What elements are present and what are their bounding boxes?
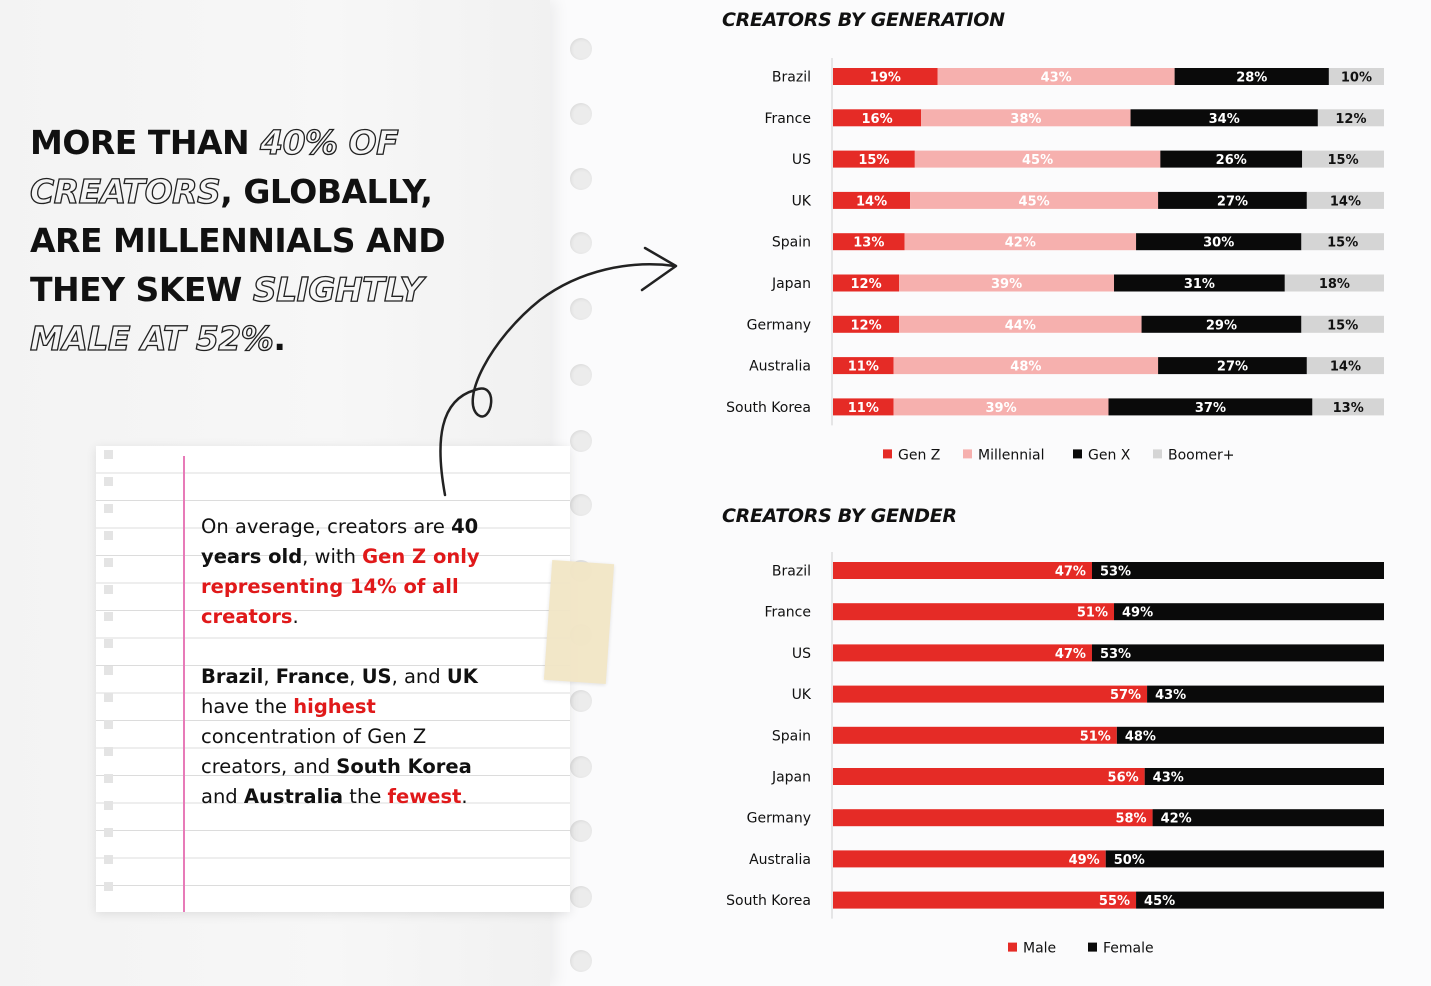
chart-title-gender: CREATORS BY GENDER — [722, 505, 957, 527]
legend-label-gen-z: Gen Z — [898, 447, 941, 464]
gender-chart — [700, 545, 1420, 975]
bar-female-us — [1092, 644, 1384, 661]
data-label-millennial-uk: 45% — [1018, 194, 1050, 210]
category-label-brazil: Brazil — [771, 69, 811, 86]
bar-female-australia — [1106, 850, 1384, 867]
note-brazil: Brazil — [201, 665, 264, 688]
legend-label-millennial: Millennial — [978, 447, 1045, 464]
data-label-millennial-japan: 39% — [991, 277, 1023, 292]
headline-part-3: . — [273, 319, 286, 358]
data-label-male-brazil: 47% — [1054, 564, 1086, 580]
data-label-gen-z-south-korea: 11% — [847, 400, 879, 416]
note-text-a5: . — [292, 605, 299, 628]
data-label-gen-x-australia: 27% — [1216, 359, 1249, 375]
bar-female-spain — [1117, 727, 1384, 744]
bar-female-brazil — [1092, 562, 1384, 579]
data-label-boomer--brazil: 10% — [1340, 70, 1373, 86]
category-label-france: France — [764, 110, 811, 127]
category-label-japan: Japan — [771, 276, 811, 292]
data-label-boomer--south-korea: 13% — [1332, 400, 1364, 416]
note-text-b8: have the — [201, 695, 294, 718]
note-paragraph-2 — [201, 662, 501, 812]
data-label-gen-x-germany: 29% — [1205, 318, 1238, 334]
legend-swatch-boomer- — [1153, 449, 1162, 458]
bar-female-france — [1114, 603, 1384, 620]
note-text-b16: . — [461, 785, 468, 808]
note-genz-emphasis: Gen Z only representing 14% of all creators — [201, 545, 480, 628]
note-highest: highest — [293, 695, 376, 718]
data-label-gen-z-australia: 11% — [847, 359, 879, 375]
data-label-female-germany: 42% — [1160, 811, 1192, 827]
note-text — [201, 512, 501, 812]
data-label-boomer--spain: 15% — [1327, 235, 1359, 251]
data-label-gen-x-south-korea: 37% — [1194, 400, 1226, 416]
data-label-male-uk: 57% — [1109, 688, 1142, 704]
note-text-b2: , — [263, 665, 276, 688]
category-label-australia: Australia — [749, 358, 811, 375]
bar-male-south-korea — [833, 892, 1136, 909]
legend-swatch-male — [1008, 943, 1017, 952]
data-label-male-spain: 51% — [1079, 729, 1111, 745]
category-label-uk: UK — [791, 193, 811, 210]
category-label-japan: Japan — [771, 769, 811, 786]
data-label-gen-z-brazil: 19% — [869, 70, 901, 86]
data-label-millennial-germany: 44% — [1004, 318, 1036, 334]
generation-chart — [700, 50, 1420, 480]
category-label-germany: Germany — [746, 810, 811, 827]
data-label-millennial-brazil: 43% — [1040, 70, 1072, 86]
note-south-korea: South Korea — [336, 755, 472, 778]
data-label-gen-x-spain: 30% — [1203, 235, 1235, 251]
note-text-a1: On average, creators are — [201, 515, 452, 538]
category-label-us: US — [791, 152, 811, 169]
legend-swatch-millennial — [963, 449, 972, 458]
category-label-brazil: Brazil — [771, 563, 811, 580]
headline-outline-1: 40% OF CREATORS — [30, 123, 399, 211]
data-label-millennial-south-korea: 39% — [985, 400, 1017, 416]
category-label-australia: Australia — [749, 851, 811, 868]
data-label-gen-x-us: 26% — [1215, 153, 1247, 169]
legend-label-gen-x: Gen X — [1088, 447, 1131, 464]
bar-male-france — [833, 603, 1114, 620]
chart-title-generation: CREATORS BY GENERATION — [722, 9, 1005, 31]
data-label-boomer--uk: 14% — [1329, 194, 1361, 210]
category-label-germany: Germany — [746, 317, 811, 334]
data-label-male-france: 51% — [1076, 605, 1109, 621]
note-text-b12: and — [201, 785, 244, 808]
data-label-boomer--australia: 14% — [1329, 359, 1361, 375]
data-label-gen-z-us: 15% — [858, 153, 890, 169]
category-label-spain: Spain — [771, 728, 811, 745]
headline-part-2: , GLOBALLY, ARE MILLENNIALS AND THEY SKEW — [30, 172, 446, 309]
data-label-gen-z-uk: 14% — [856, 194, 888, 210]
data-label-female-uk: 43% — [1155, 688, 1187, 704]
note-text-b6: , and — [391, 665, 447, 688]
tape-strip — [544, 560, 614, 684]
data-label-male-japan: 56% — [1107, 770, 1139, 786]
data-label-female-japan: 43% — [1152, 770, 1184, 786]
data-label-male-germany: 58% — [1115, 811, 1147, 827]
data-label-female-australia: 50% — [1113, 852, 1145, 868]
note-text-b14: the — [343, 785, 388, 808]
bar-male-us — [833, 644, 1092, 661]
category-label-us: US — [791, 645, 811, 662]
headline-outline-2: SLIGHTLY MALE AT 52% — [30, 270, 423, 358]
data-label-boomer--japan: 18% — [1318, 277, 1350, 292]
data-label-female-us: 53% — [1099, 646, 1132, 662]
note-paragraph-1 — [201, 512, 501, 632]
data-label-gen-x-brazil: 28% — [1236, 70, 1268, 86]
data-label-gen-z-germany: 12% — [850, 318, 882, 334]
legend-label-boomer-: Boomer+ — [1168, 447, 1235, 464]
note-us: US — [361, 665, 392, 688]
notepaper-card — [96, 446, 570, 912]
category-label-south-korea: South Korea — [726, 399, 811, 416]
curved-arrow-icon — [430, 240, 690, 500]
legend-label-female: Female — [1103, 940, 1154, 957]
data-label-millennial-us: 45% — [1022, 153, 1054, 169]
data-label-boomer--france: 12% — [1335, 111, 1367, 127]
legend-swatch-gen-z — [883, 449, 892, 458]
data-label-millennial-france: 38% — [1010, 111, 1042, 127]
bar-male-spain — [833, 727, 1117, 744]
data-label-millennial-australia: 48% — [1010, 359, 1042, 375]
note-uk: UK — [446, 665, 478, 688]
data-label-male-south-korea: 55% — [1098, 894, 1131, 910]
category-label-spain: Spain — [771, 234, 811, 251]
data-label-gen-z-spain: 13% — [853, 235, 885, 251]
bar-male-germany — [833, 809, 1153, 826]
data-label-boomer--us: 15% — [1327, 153, 1359, 169]
data-label-female-south-korea: 45% — [1144, 894, 1176, 910]
notepaper-margin-line — [183, 456, 185, 912]
legend-swatch-female — [1088, 943, 1097, 952]
headline-part-1: MORE THAN — [30, 123, 261, 162]
data-label-gen-x-japan: 31% — [1183, 277, 1215, 292]
bar-male-australia — [833, 850, 1106, 867]
legend-swatch-gen-x — [1073, 449, 1082, 458]
note-text-b10: concentration of Gen Z creators, and — [201, 725, 427, 778]
note-text-b4: , — [349, 665, 362, 688]
data-label-female-france: 49% — [1122, 605, 1154, 621]
data-label-millennial-spain: 42% — [1004, 235, 1036, 251]
legend-label-male: Male — [1023, 940, 1057, 957]
note-age-emphasis: 40 years old — [201, 515, 479, 568]
data-label-gen-x-uk: 27% — [1216, 194, 1249, 210]
data-label-male-us: 47% — [1054, 646, 1086, 662]
note-fewest: fewest — [387, 785, 462, 808]
bar-male-brazil — [833, 562, 1092, 579]
data-label-female-spain: 48% — [1124, 729, 1156, 745]
category-label-france: France — [764, 604, 811, 621]
bar-male-japan — [833, 768, 1145, 785]
category-label-uk: UK — [791, 687, 811, 704]
note-france: France — [275, 665, 350, 688]
note-australia: Australia — [243, 785, 344, 808]
bar-male-uk — [833, 686, 1147, 703]
data-label-female-brazil: 53% — [1099, 564, 1132, 580]
category-label-south-korea: South Korea — [726, 893, 811, 910]
data-label-male-australia: 49% — [1068, 852, 1100, 868]
data-label-gen-x-france: 34% — [1208, 111, 1240, 127]
note-text-a3: , with — [302, 545, 363, 568]
data-label-gen-z-france: 16% — [861, 111, 893, 127]
data-label-gen-z-japan: 12% — [850, 277, 882, 292]
data-label-boomer--germany: 15% — [1327, 318, 1359, 334]
